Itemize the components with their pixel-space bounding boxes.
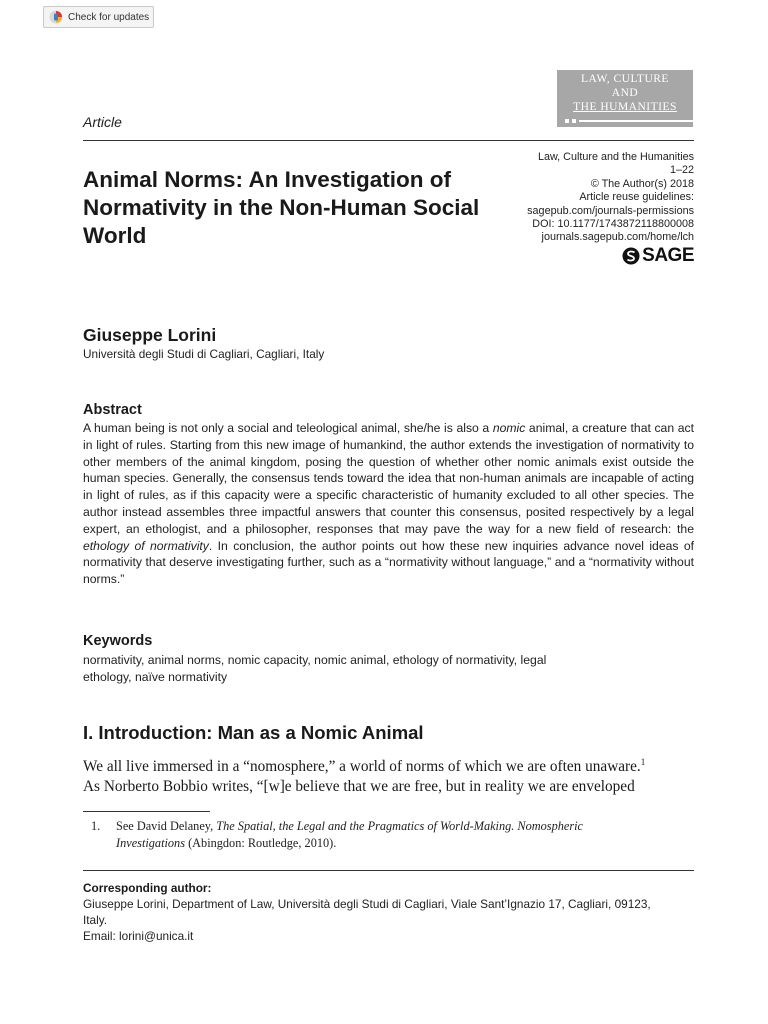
journal-home-link[interactable]: journals.sagepub.com/home/lch [541,231,694,244]
corresponding-author-heading: Corresponding author: [83,881,212,895]
abstract-emphasis-nomic: nomic [492,421,526,435]
journal-logo-line3: THE HUMANITIES [573,101,677,113]
abstract-heading: Abstract [83,402,142,418]
corresponding-divider [83,870,694,871]
journal-logo-line1: LAW, CULTURE [581,73,669,85]
corresponding-author-details [83,896,695,945]
copyright: © The Author(s) 2018 [590,177,694,190]
journal-logo-decoration [565,119,697,123]
intro-line-1-text: We all live immersed in a “nomosphere,” a world of norms of which we are often unaware. [83,758,641,775]
corresponding-address-line-1: Giuseppe Lorini, Department of Law, Università degli Studi di Cagliari, Viale Sant’Ignazio 17, Cagliari, 09123, [83,897,651,911]
journal-name: Law, Culture and the Humanities [537,151,694,163]
intro-line-1 [83,752,695,777]
footnote-prefix: See David Delaney, [116,819,217,833]
check-for-updates-button[interactable] [43,6,154,28]
keywords-line-1: normativity, animal norms, nomic capacity, nomic animal, ethology of normativity, legal [83,653,547,667]
intro-line-2: As Norberto Bobbio writes, “[w]e believe that we are free, but in reality we are enveloped [83,778,635,795]
author-name: Giuseppe Lorini [83,325,217,345]
introduction-text [83,752,695,797]
corresponding-email[interactable]: Email: lorini@unica.it [83,929,194,944]
keywords-line-2: ethology, naïve normativity [83,669,228,684]
abstract-part-3: . In conclusion, the author points out how these new inquiries advance novel ideas of normativity that deserve investigating further, such as a “normativity without language,” and a “normativity without norms.” [83,538,694,587]
footnote-divider [83,811,210,812]
abstract-part-2: animal, a creature that can act in light of rules. Starting from this new image of humankind, the author extends the investigation of normativity to other members of the animal kingdom, posing the question of whether other nomic animals exist outside the human species. Generally, the consensus tends toward the idea that non-human animals are incapable of acting in light of rules, as if this capacity were a specific characteristic of humanity excluded to all other species. The author instead assembles three impactful answers that counter this consensus, posited respectively by a legal expert, an ethologist, and a philosopher, responses that may pave the way for a new field of research: the [83,421,694,536]
doi[interactable]: DOI: 10.1177/1743872118800008 [532,218,694,231]
footnote-line-1 [91,818,695,835]
sage-s-icon [622,247,640,265]
abstract-part-1: A human being is not only a social and teleological animal, she/he is also a [83,421,493,435]
publisher-name: SAGE [642,245,694,266]
corresponding-address-line-2: Italy. [83,913,108,928]
article-title: Animal Norms: An Investigation of Normativity in the Non-Human Social World [83,167,480,248]
footnote-suffix: (Abingdon: Routledge, 2010). [185,836,337,850]
publication-metadata [454,151,694,245]
footnote-title-part-2: Investigations [116,836,185,850]
journal-logo [557,70,693,127]
permissions-link[interactable]: sagepub.com/journals-permissions [527,204,694,217]
publisher-logo [622,245,694,267]
author-affiliation: Università degli Studi di Cagliari, Cagliari, Italy [83,347,325,361]
check-for-updates-label: Check for updates [68,11,150,23]
footnote-line-2 [91,835,695,852]
reuse-guidelines: Article reuse guidelines: [579,191,694,204]
keywords-text [83,652,683,686]
crossmark-icon [49,10,63,24]
abstract-text [83,420,694,588]
footnote-reference[interactable]: 1 [640,757,646,767]
page-range: 1–22 [669,164,694,177]
article-type-label: Article [83,114,122,130]
footnote-title-part-1: The Spatial, the Legal and the Pragmatics of World-Making. Nomospheric [216,819,584,833]
section-heading-introduction: I. Introduction: Man as a Nomic Animal [83,722,424,743]
footnote-number: 1. [91,819,101,833]
keywords-heading: Keywords [83,633,153,649]
journal-logo-line2: AND [611,87,639,99]
footnote [91,818,695,852]
header-divider [83,140,694,141]
abstract-emphasis-ethology: ethology of normativity [83,538,209,553]
